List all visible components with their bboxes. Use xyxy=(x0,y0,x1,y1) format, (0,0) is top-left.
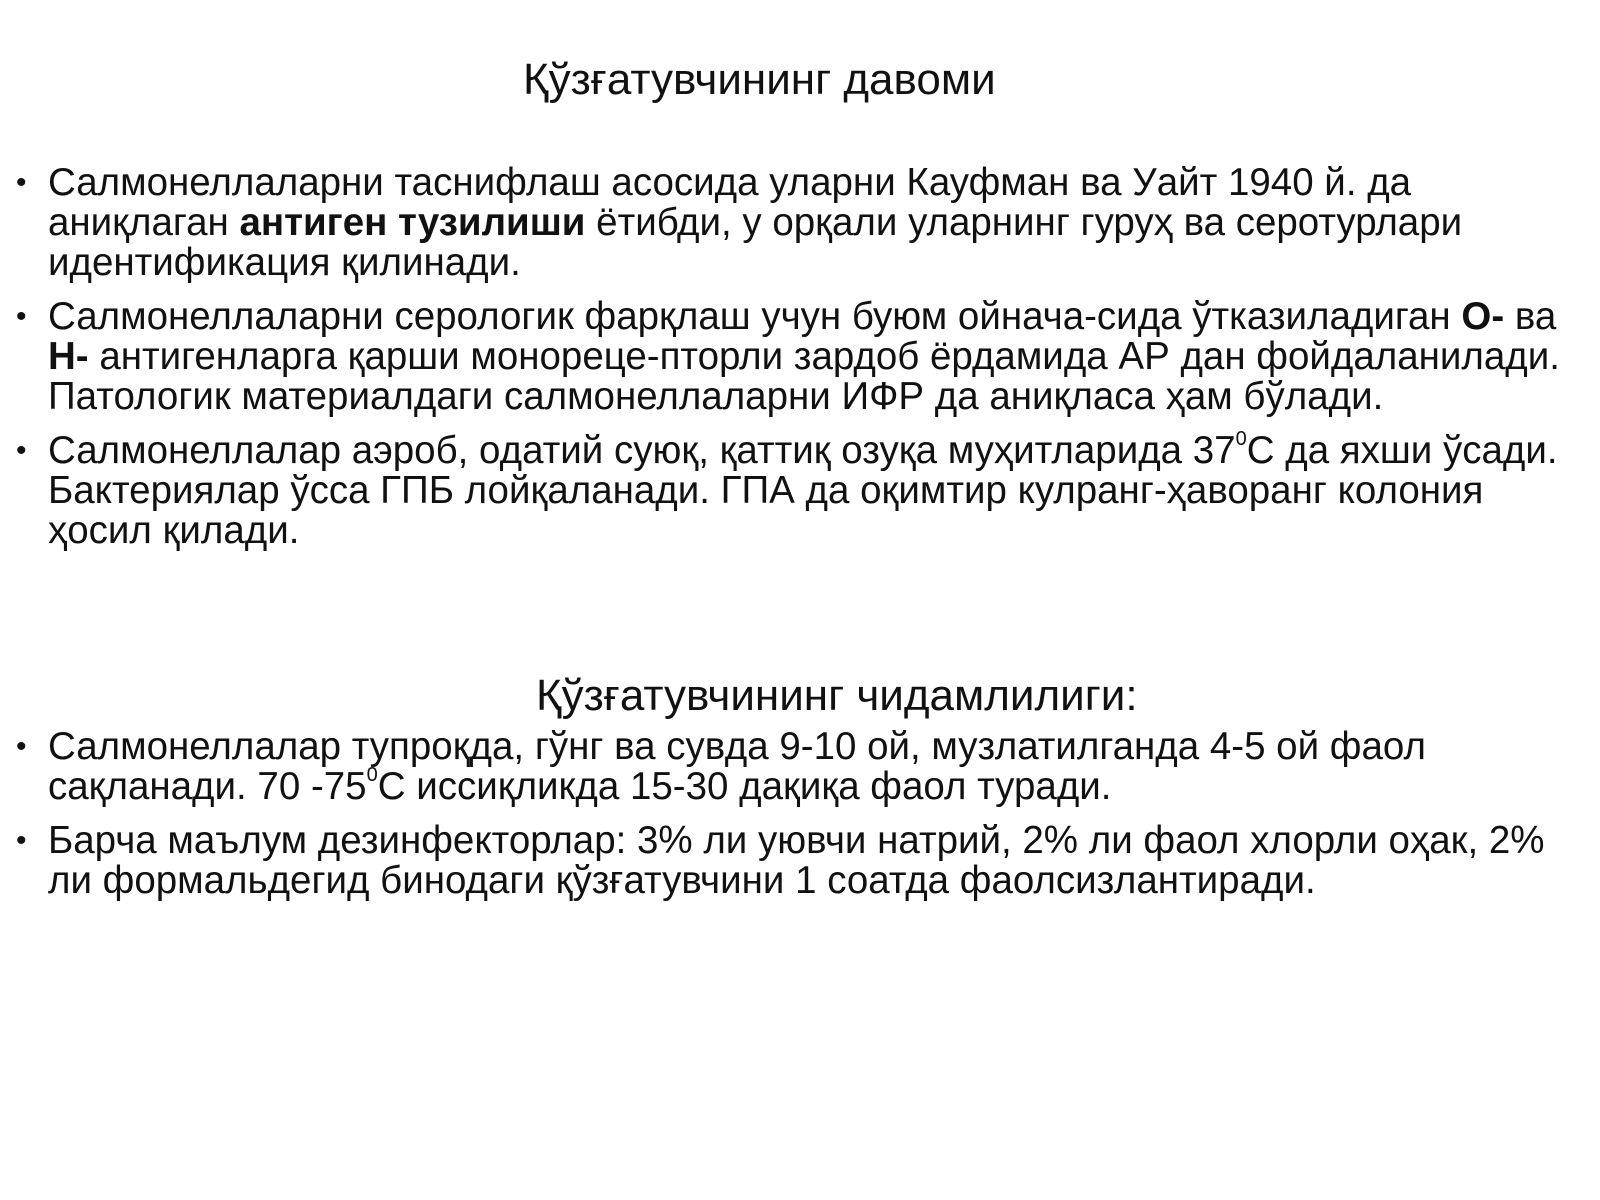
list-item xyxy=(0,821,1600,901)
bullet-text xyxy=(48,725,1426,808)
bullet-dot-icon: • xyxy=(16,434,27,467)
bold-term: О- xyxy=(1461,295,1505,338)
section-heading-continuation: Қўзғатувчининг давоми xyxy=(523,55,996,104)
bullet-list-resistance xyxy=(0,727,1600,915)
text-segment: антигенларга қарши монореце-пторли зардоб ёрдамида АР дан фойдаланилади. Патологик материалдаги салмонеллаларни ИФР да аниқласа ҳам бўлади. xyxy=(48,335,1560,418)
bullet-text xyxy=(48,295,1560,418)
bold-term: антиген тузилиши xyxy=(239,201,586,244)
bullet-text xyxy=(48,429,1558,552)
bullet-dot-icon: • xyxy=(16,166,27,199)
bold-term: Н- xyxy=(48,335,89,378)
text-segment: С да яхши ўсади. Бактериялар ўсса ГПБ лойқаланади. ГПА да оқимтир кулранг-ҳаворанг колония ҳосил қилади. xyxy=(48,429,1558,552)
bullet-dot-icon: • xyxy=(16,730,27,763)
text-segment: ётибди, у орқали уларнинг гуруҳ ва серотурлари идентификация қилинади. xyxy=(48,201,1463,284)
text-segment: Барча маълум дезинфекторлар: 3% ли уювчи натрий, 2% ли фаол хлорли оҳак, 2% ли формальдегид бинодаги қўзғатувчини 1 соатда фаолсизлантиради. xyxy=(48,819,1545,902)
bullet-dot-icon: • xyxy=(16,824,27,857)
degree-superscript: 0 xyxy=(366,764,378,787)
degree-superscript: 0 xyxy=(1235,428,1247,451)
text-segment: Салмонеллалар тупроқда, гўнг ва сувда 9-10 ой, музлатилганда 4-5 ой фаол сақланади. 70 -75 xyxy=(48,725,1426,808)
bullet-list-continuation xyxy=(0,163,1600,565)
bullet-text xyxy=(48,161,1462,284)
text-segment: С иссиқликда 15-30 дақиқа фаол туради. xyxy=(377,765,1112,808)
text-segment: Салмонеллалар аэроб, одатий суюқ, қаттиқ озуқа муҳитларида 37 xyxy=(48,429,1236,472)
list-item xyxy=(0,163,1600,283)
section-heading-resistance: Қўзғатувчининг чидамлилиги: xyxy=(536,671,1138,720)
bullet-dot-icon: • xyxy=(16,300,27,333)
text-segment: Салмонеллаларни серологик фарқлаш учун буюм ойнача-сида ўтказиладиган xyxy=(48,295,1462,338)
text-segment: ва xyxy=(1504,295,1557,338)
text-segment: Салмонеллаларни таснифлаш асосида уларни Кауфман ва Уайт 1940 й. да аниқлаган xyxy=(48,161,1412,244)
bullet-text xyxy=(48,819,1545,902)
list-item xyxy=(0,727,1600,807)
list-item xyxy=(0,428,1600,552)
list-item xyxy=(0,297,1600,417)
